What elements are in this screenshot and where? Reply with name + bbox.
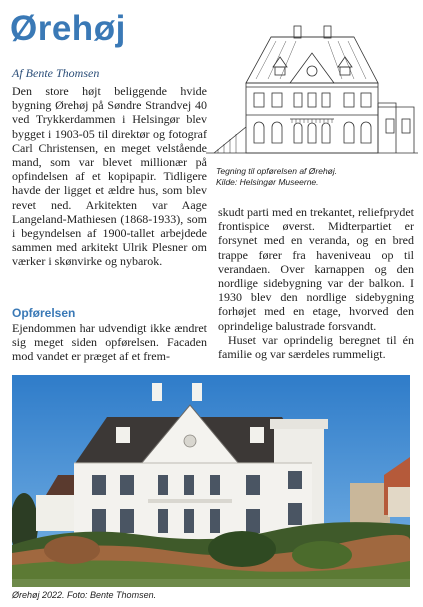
right-column xyxy=(218,205,414,361)
closing-paragraph: Huset var oprindelig beregnet til én familie og var særdeles rummeligt. xyxy=(218,332,414,362)
architectural-drawing xyxy=(206,23,418,158)
section-heading: Opførelsen xyxy=(12,306,76,320)
drawing-caption-line-2: Kilde: Helsingør Museerne. xyxy=(216,177,319,187)
drawing-caption xyxy=(216,166,416,188)
section-body-part-2: skudt parti med en trekantet, reliefprydet frontispice øverst. Midterpartiet er forsynet med en veranda, og en bred trappe fører fra haveniveau op til verandaen. Over karnappen og den nordlige sidebygning var der balkon. I 1930 blev den nordlige sidebygning forhøjet med en etage, hvorved den oprindelige balustrade forsvandt. xyxy=(218,205,414,333)
photo-caption: Ørehøj 2022. Foto: Bente Thomsen. xyxy=(12,590,157,600)
villa-photograph xyxy=(12,375,410,587)
drawing-caption-line-1: Tegning til opførelsen af Ørehøj. xyxy=(216,166,338,176)
intro-paragraph: Den store højt beliggende hvide bygning Ørehøj på Søndre Strandvej 40 ved Trykkerdammen i Helsingør blev bygget i 1903-05 til direktør og fotograf Carl Christensen, en meget velstående mand, som var blevet millionær på opfindelsen af et kopipapir. Tidligere havde der ligget et ældre hus, som blev revet ned. Arkitekten var Aage Langeland-Mathiesen (1868-1933), som i begyndelsen af 1900-tallet arbejdede sammen med arkitekt Ulrik Plesner om værker i skønvirke og nybarok. xyxy=(12,84,207,269)
author-byline: Af Bente Thomsen xyxy=(12,66,100,80)
section-body-part-1: Ejendommen har udvendigt ikke ændret sig meget siden opførelsen. Facaden mod vandet er præget af et frem- xyxy=(12,321,207,364)
article-title: Ørehøj xyxy=(10,9,126,48)
